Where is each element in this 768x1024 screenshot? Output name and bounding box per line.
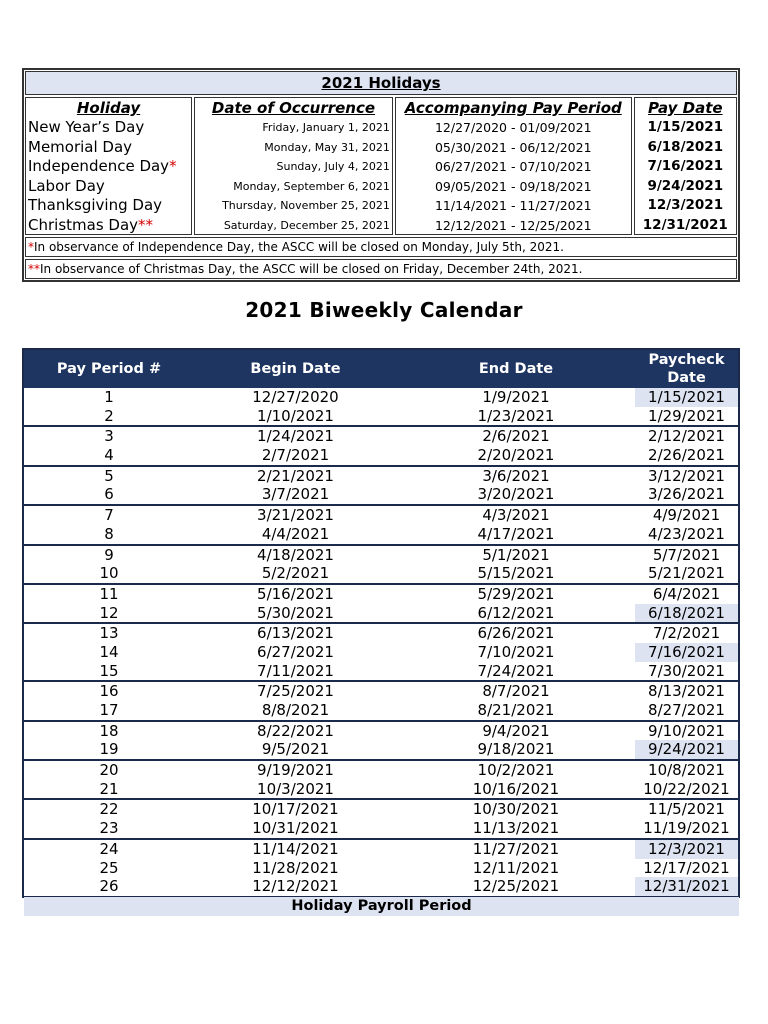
holiday-pay-date: 12/31/2021: [642, 216, 728, 233]
biweekly-header: [24, 350, 738, 388]
table-row: [24, 585, 738, 604]
pay-period-number: 4: [104, 446, 114, 465]
end-date-header: End Date: [478, 361, 554, 377]
table-row: [24, 800, 738, 819]
end-date: 4/17/2021: [477, 524, 555, 543]
paycheck-date: 9/10/2021: [648, 721, 725, 740]
holiday-note-text: In observance of Independence Day, the ASCC will be closed on Monday, July 5th, 2021.: [34, 240, 564, 254]
table-row: [24, 780, 738, 799]
begin-date: 4/4/2021: [261, 524, 330, 543]
paycheck-date: 2/26/2021: [648, 446, 725, 465]
end-date: 5/15/2021: [477, 564, 555, 583]
begin-date: 11/28/2021: [252, 858, 339, 877]
end-date: 7/24/2021: [477, 661, 555, 680]
end-date: 9/18/2021: [477, 740, 555, 759]
holiday-name-text: Labor Day: [28, 176, 105, 195]
end-date: 1/23/2021: [477, 406, 555, 425]
begin-date: 5/16/2021: [257, 584, 334, 603]
pay-period-number: 17: [99, 701, 119, 719]
footnote-marker: *: [28, 240, 34, 254]
pay-period-group: [24, 759, 738, 798]
end-date: 7/10/2021: [477, 642, 555, 661]
end-date: 3/6/2021: [482, 466, 550, 485]
holiday-date: Friday, January 1, 2021: [262, 121, 390, 134]
pay-period-number: 11: [99, 584, 119, 603]
holiday-pay-period: 06/27/2021 - 07/10/2021: [434, 159, 592, 174]
pay-period-column: [395, 97, 632, 235]
calendar-title: 2021 Biweekly Calendar: [245, 298, 523, 322]
pay-period-group: [24, 504, 738, 543]
table-row: [24, 546, 738, 565]
pay-period-group: [24, 388, 738, 425]
holiday-note: [25, 237, 737, 257]
paycheck-date: 8/27/2021: [648, 701, 725, 719]
holiday-name: [26, 196, 191, 216]
end-date: 4/3/2021: [482, 506, 550, 525]
pay-period-number: 25: [99, 858, 119, 877]
begin-date: 12/12/2021: [252, 877, 339, 896]
pay-period-group: [24, 465, 738, 504]
begin-date: 9/19/2021: [257, 761, 334, 780]
table-row: [24, 840, 738, 859]
begin-date: 3/21/2021: [257, 506, 334, 525]
table-row: [24, 604, 738, 623]
end-date: 10/16/2021: [472, 779, 560, 798]
paycheck-date: 11/5/2021: [648, 800, 725, 819]
end-date: 1/9/2021: [482, 388, 550, 406]
pay-period-number: 14: [99, 642, 119, 661]
paycheck-date: 5/21/2021: [648, 564, 725, 583]
pay-period-number: 2: [104, 406, 114, 425]
paycheck-date: 9/24/2021: [635, 740, 738, 759]
end-date: 10/30/2021: [472, 800, 560, 819]
begin-date: 8/8/2021: [261, 701, 330, 719]
end-date: 2/20/2021: [477, 446, 555, 465]
begin-date: 1/10/2021: [257, 406, 334, 425]
pay-period-header: Pay Period #: [56, 361, 162, 377]
holiday-header-label: Holiday: [76, 99, 141, 117]
begin-date: 9/5/2021: [261, 740, 330, 759]
pay-period-number: 1: [104, 388, 114, 406]
end-date: 6/12/2021: [477, 603, 555, 622]
pay-period-group: [24, 720, 738, 759]
pay-period-number: 15: [99, 661, 119, 680]
paycheck-date: 12/31/2021: [635, 877, 738, 896]
end-date: 12/11/2021: [472, 858, 560, 877]
paycheck-date: 7/2/2021: [652, 624, 721, 643]
table-row: [24, 761, 738, 780]
pay-period-number: 13: [99, 624, 119, 643]
begin-date: 4/18/2021: [257, 545, 334, 564]
pay-period-group: [24, 583, 738, 622]
begin-date: 12/27/2020: [252, 388, 339, 406]
holiday-payroll-legend: Holiday Payroll Period: [24, 897, 739, 916]
end-date: 8/7/2021: [482, 682, 550, 701]
paycheck-date: 6/4/2021: [652, 584, 721, 603]
pay-period-number: 16: [99, 682, 119, 701]
pay-period-group: [24, 680, 738, 719]
paycheck-date: 1/15/2021: [635, 388, 738, 407]
begin-date: 10/17/2021: [252, 800, 339, 819]
holiday-header: [26, 98, 191, 118]
end-date: 11/27/2021: [472, 839, 560, 858]
end-date: 5/1/2021: [482, 545, 550, 564]
begin-date: 10/31/2021: [252, 819, 339, 838]
table-row: [24, 662, 738, 681]
end-date: 10/2/2021: [477, 761, 555, 780]
paycheck-date: 3/12/2021: [648, 466, 725, 485]
table-row: [24, 467, 738, 486]
pay-period-number: 8: [104, 524, 114, 543]
paycheck-date: 11/19/2021: [643, 819, 730, 838]
paycheck-date: 10/22/2021: [643, 779, 730, 798]
table-row: [24, 701, 738, 720]
biweekly-table: [22, 348, 740, 898]
end-date: 6/26/2021: [477, 624, 555, 643]
pay-period-group: [24, 622, 738, 680]
holidays-table: [22, 68, 740, 282]
begin-date: 2/21/2021: [257, 466, 334, 485]
holiday-pay-period: 11/14/2021 - 11/27/2021: [434, 198, 592, 213]
begin-date: 7/11/2021: [257, 661, 334, 680]
holiday-name: [26, 177, 191, 197]
table-row: [24, 859, 738, 878]
begin-date: 5/30/2021: [257, 603, 334, 622]
paycheck-date: 3/26/2021: [648, 485, 725, 504]
table-row: [24, 506, 738, 525]
pay-period-number: 26: [99, 877, 119, 896]
holiday-pay-period: 12/27/2020 - 01/09/2021: [434, 120, 592, 135]
holiday-name-text: New Year’s Day: [28, 118, 145, 136]
table-row: [24, 624, 738, 643]
pay-period-number: 10: [99, 564, 119, 583]
footnote-marker: **: [138, 215, 154, 234]
holiday-name: [26, 216, 191, 236]
begin-date: 6/27/2021: [257, 642, 334, 661]
biweekly-body: [24, 388, 738, 896]
period-header-label: Accompanying Pay Period: [404, 99, 622, 117]
begin-date: 10/3/2021: [257, 779, 334, 798]
table-row: [24, 643, 738, 662]
begin-date-header: Begin Date: [250, 361, 341, 377]
table-row: [24, 740, 738, 759]
paycheck-date: 1/29/2021: [648, 406, 725, 425]
paycheck-date: 5/7/2021: [652, 545, 721, 564]
paycheck-date: 8/13/2021: [648, 682, 725, 701]
holiday-pay-period: 05/30/2021 - 06/12/2021: [434, 139, 592, 155]
pay-period-number: 18: [99, 721, 119, 740]
pay-period-number: 24: [99, 839, 119, 858]
begin-date: 6/13/2021: [257, 624, 334, 643]
period-header: [396, 98, 631, 118]
begin-date: 8/22/2021: [257, 721, 334, 740]
holiday-pay-period: 09/05/2021 - 09/18/2021: [434, 178, 592, 194]
holiday-name-text: Independence Day: [28, 157, 170, 175]
date-header-label: Date of Occurrence: [211, 99, 376, 117]
holiday-name: [26, 157, 191, 177]
holiday-date: Monday, May 31, 2021: [264, 140, 390, 154]
holiday-pay-date: 12/3/2021: [647, 197, 724, 213]
holiday-pay-period: 12/12/2021 - 12/25/2021: [434, 217, 592, 233]
end-date: 2/6/2021: [482, 427, 550, 446]
paycheck-date: 10/8/2021: [648, 761, 725, 780]
end-date: 12/25/2021: [472, 877, 560, 896]
holiday-pay-date: 1/15/2021: [647, 119, 724, 135]
table-row: [24, 722, 738, 741]
paycheck-date: 7/30/2021: [648, 661, 725, 680]
pay-period-number: 9: [104, 545, 114, 564]
paydate-header-label: Pay Date: [647, 99, 723, 117]
holiday-date: Thursday, November 25, 2021: [222, 199, 390, 212]
pay-period-group: [24, 425, 738, 464]
paycheck-date: 7/16/2021: [635, 643, 738, 662]
table-row: [24, 682, 738, 701]
holiday-name-text: Thanksgiving Day: [28, 196, 163, 214]
pay-period-number: 5: [104, 466, 114, 485]
end-date: 5/29/2021: [477, 584, 555, 603]
pay-period-group: [24, 838, 738, 896]
paycheck-date: 2/12/2021: [648, 427, 725, 446]
begin-date: 2/7/2021: [261, 446, 330, 465]
begin-date: 5/2/2021: [261, 564, 330, 583]
footnote-marker: **: [28, 262, 40, 276]
pay-period-number: 6: [104, 485, 114, 504]
pay-period-number: 7: [104, 506, 114, 525]
pay-period-number: 12: [99, 603, 119, 622]
end-date: 9/4/2021: [482, 721, 550, 740]
holiday-date: Saturday, December 25, 2021: [223, 218, 390, 232]
holiday-pay-date: 6/18/2021: [647, 138, 724, 155]
holiday-pay-date: 9/24/2021: [647, 177, 724, 194]
end-date: 3/20/2021: [477, 485, 555, 504]
pay-period-number: 23: [99, 819, 119, 838]
holidays-columns: [25, 97, 737, 235]
table-row: [24, 564, 738, 583]
table-row: [24, 877, 738, 896]
table-row: [24, 525, 738, 544]
pay-period-number: 22: [99, 800, 119, 819]
holiday-date: Sunday, July 4, 2021: [276, 160, 390, 173]
holidays-title-bar: [25, 71, 737, 95]
paycheck-date: 4/9/2021: [652, 506, 721, 525]
table-row: [24, 485, 738, 504]
pay-period-number: 19: [99, 740, 119, 759]
begin-date: 7/25/2021: [257, 682, 334, 701]
footnote-marker: *: [169, 157, 177, 175]
paydate-header: [635, 98, 736, 118]
table-row: [24, 819, 738, 838]
holiday-pay-date: 7/16/2021: [647, 158, 724, 174]
begin-date: 11/14/2021: [252, 839, 339, 858]
pay-period-number: 20: [99, 761, 119, 780]
table-row: [24, 427, 738, 446]
holiday-date: Monday, September 6, 2021: [233, 179, 390, 193]
pay-period-number: 3: [104, 427, 114, 446]
paycheck-date: 4/23/2021: [648, 524, 725, 543]
paycheck-date: 6/18/2021: [635, 604, 738, 623]
end-date: 11/13/2021: [472, 819, 560, 838]
date-of-occurrence-column: [194, 97, 393, 235]
begin-date: 3/7/2021: [261, 485, 330, 504]
holiday-note-text: In observance of Christmas Day, the ASCC will be closed on Friday, December 24th, 2021.: [40, 262, 583, 276]
holiday-notes: [25, 237, 737, 279]
holiday-name-text: Christmas Day: [28, 215, 139, 234]
holiday-name-text: Memorial Day: [28, 137, 133, 156]
end-date: 8/21/2021: [477, 701, 555, 719]
begin-date: 1/24/2021: [257, 427, 334, 446]
table-row: [24, 446, 738, 465]
pay-date-column: [634, 97, 737, 235]
paycheck-date-header: Paycheck Date: [648, 352, 725, 386]
date-header: [195, 98, 392, 118]
table-row: [24, 388, 738, 407]
paycheck-date: 12/3/2021: [635, 840, 738, 859]
paycheck-date: 12/17/2021: [643, 858, 730, 877]
pay-period-number: 21: [99, 779, 119, 798]
holiday-note: [25, 259, 737, 279]
pay-period-group: [24, 798, 738, 837]
pay-period-group: [24, 544, 738, 583]
table-row: [24, 407, 738, 426]
holiday-name: [26, 138, 191, 158]
holiday-name-column: [25, 97, 192, 235]
holiday-name: [26, 118, 191, 138]
holidays-title: 2021 Holidays: [321, 74, 441, 92]
